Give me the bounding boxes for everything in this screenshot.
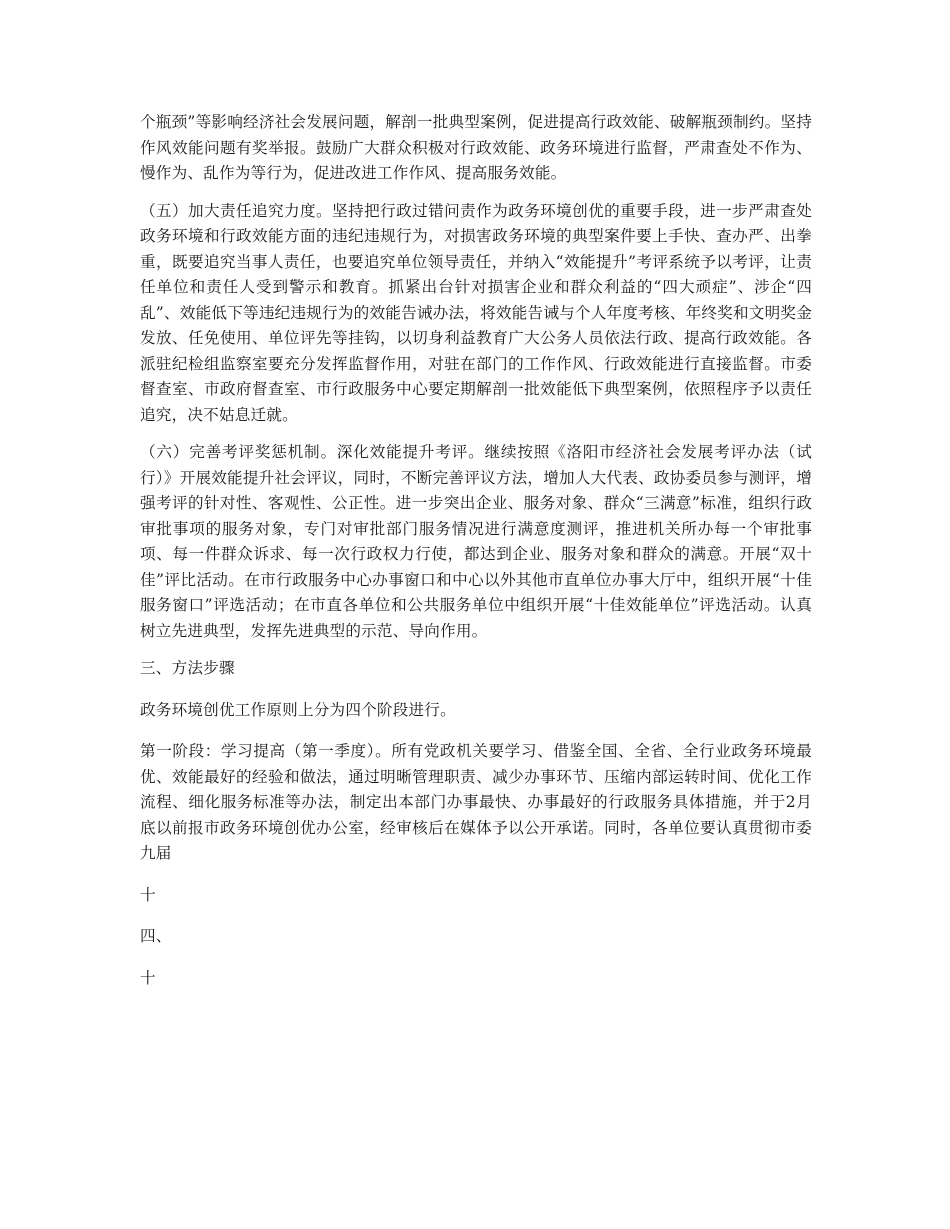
document-page	[140, 110, 812, 1007]
paragraph-accountability: （五）加大责任追究力度。坚持把行政过错问责作为政务环境创优的重要手段，进一步严肃查处政务环境和行政效能方面的违纪违规行为，对损害政务环境的典型案件要上手快、查办严、出拳重，既要追究当事人责任，也要追究单位领导责任，并纳入“效能提升”考评系统予以考评，让责任单位和责任人受到警示和教育。抓紧出台针对损害企业和群众利益的“四大顽症”、涉企“四乱”、效能低下等违纪违规行为的效能告诫办法，将效能告诫与个人年度考核、年终奖和文明奖金发放、任免使用、单位评先等挂钩，以切身利益教育广大公务人员依法行政、提高行政效能。各派驻纪检组监察室要充分发挥监督作用，对驻在部门的工作作风、行政效能进行直接监督。市委督查室、市政府督查室、市行政服务中心要定期解剖一批效能低下典型案例，依照程序予以责任追究，决不姑息迁就。	[140, 201, 812, 424]
paragraph-efficiency-supervision: 个瓶颈”等影响经济社会发展问题，解剖一批典型案例，促进提高行政效能、破解瓶颈制约。坚持作风效能问题有奖举报。鼓励广大群众积极对行政效能、政务环境进行监督，严肃查处不作为、慢作为、乱作为等行为，促进改进工作作风、提高服务效能。	[140, 113, 812, 182]
section-heading-methods: 三、方法步骤	[140, 659, 235, 677]
paragraph-four-stages: 政务环境创优工作原则上分为四个阶段进行。	[140, 700, 456, 719]
paragraph-stage-one: 第一阶段：学习提高（第一季度）。所有党政机关要学习、借鉴全国、全省、全行业政务环境最优、效能最好的经验和做法，通过明晰管理职责、减少办事环节、压缩内部运转时间、优化工作流程、细化服务标准等办法，制定出本部门办事最快、办事最好的行政服务具体措施，并于2月底以前报市政务环境创优办公室，经审核后在媒体予以公开承诺。同时，各单位要认真贯彻市委九届	[140, 742, 812, 862]
fragment-line-2: 四、	[140, 927, 172, 945]
fragment-line-1: 十	[140, 885, 156, 904]
paragraph-evaluation-mechanism: （六）完善考评奖惩机制。深化效能提升考评。继续按照《洛阳市经济社会发展考评办法（试行）》开展效能提升社会评议，同时，不断完善评议方法，增加人大代表、政协委员参与测评，增强考评的针对性、客观性、公正性。进一步突出企业、服务对象、群众“三满意”标准，组织行政审批事项的服务对象，专门对审批部门服务情况进行满意度测评，推进机关所办每一个审批事项、每一件群众诉求、每一次行政权力行使，都达到企业、服务对象和群众的满意。开展“双十佳”评比活动。在市行政服务中心办事窗口和中心以外其他市直单位办事大厅中，组织开展“十佳服务窗口”评选活动；在市直各单位和公共服务单位中组织开展“十佳效能单位”评选活动。认真树立先进典型，发挥先进典型的示范、导向作用。	[140, 443, 812, 640]
fragment-line-3: 十	[140, 968, 156, 987]
